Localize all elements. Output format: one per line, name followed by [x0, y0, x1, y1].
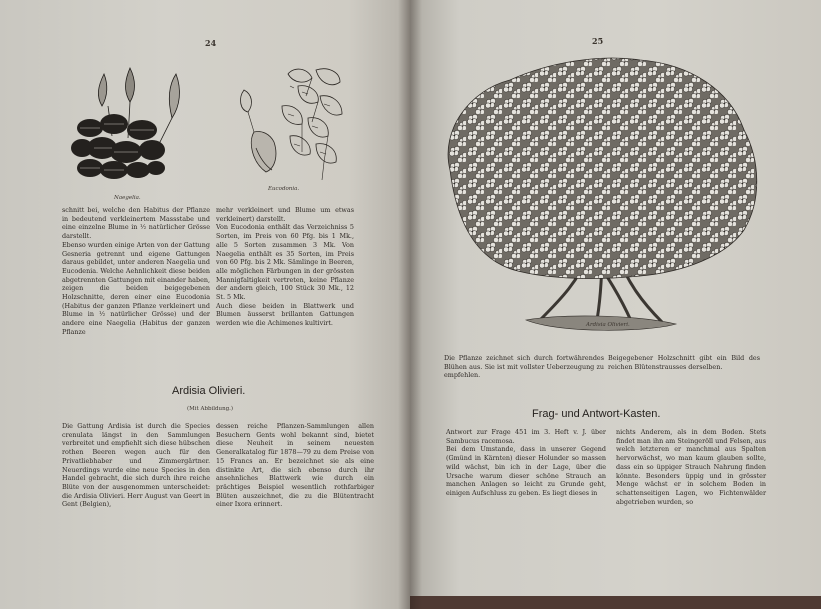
eucodonia-illustration — [232, 62, 354, 186]
text-column-2-bottom: nichts Anderem, als in dem Boden. Stets findet man ihn am Steingeröll und Felsen, aus welch letzteren er manchmal aus Spalten hervorwächst, wo man kaum glauben sollte, dass ein so üppiger Strauch Nahrung finden könnte. Besonders üppig und in grösster Menge wächst er in solchem Boden in schattenseitigen Lagen, wo Fichtenwälder abgetrieben wurden, so — [616, 428, 766, 506]
eucodonia-caption: Eucodonia. — [268, 186, 300, 192]
text-column-1-top: schnitt bei, welche den Habitus der Pflanze in bedeutend verkleinertem Massstabe und eine einzelne Blume in ½ natürlicher Grösse darstellt. Ebenso wurden einige Arten von der Gattung Gesneria getrennt und eigene Gattungen daraus gebildet, unter anderen Naegelia und Eucodenia. Welche Aehnlichkeit diese beiden abgetrennten Gattungen mit einander haben, zeigen die beiden beigegebenen Holzschnitte, deren einer eine Eucodonia (Habitus der ganzen Pflanze verkleinert und Blume in ½ natürlicher Grösse) und der andere eine Naegelia (Habitus der ganzen Pflanze — [62, 206, 210, 336]
ardisia-caption: Ardisia Olivieri. — [586, 322, 630, 328]
page-number: 24 — [205, 38, 217, 48]
text-column-2-top: Beigegebener Holzschnitt gibt ein Bild des reichen Blütenstrausses derselben. — [608, 354, 760, 371]
right-page — [410, 0, 821, 596]
text-column-1-bottom: Antwort zur Frage 451 im 3. Heft v. J. über Sambucus racemosa. Bei dem Umstande, dass in unserer Gegend (Gmünd in Kärnten) dieser Holunder so massen wild wächst, bin ich in der Lage, über die Ursache warum dieser schöne Strauch an manchen Anlagen so leicht zu Grunde geht, einigen Aufschluss zu geben. Es liegt dieses in — [446, 428, 606, 497]
article-title: Ardisia Olivieri. — [172, 385, 246, 397]
section-title: Frag- und Antwort-Kasten. — [532, 408, 661, 420]
text-column-2-bottom: dessen reiche Pflanzen-Sammlungen allen Besuchern Gents wohl bekannt sind, bietet diese Neuheit in seinem neuesten Generalkatalog für 1878—79 zu dem Preise von 15 Francs an. Er bezeichnet sie als eine distinkte Art, die sich ebenso durch ihr ansehnliches Blattwerk wie durch ein prächtiges Beispiel wesentlich rothfarbiger Blüten auszeichnet, die zu die Blütentracht einer Ixora erinnert. — [216, 422, 374, 509]
article-subtitle: (Mit Abbildung.) — [187, 406, 234, 412]
naegelia-caption: Naegelia. — [114, 195, 141, 201]
page-number: 25 — [592, 36, 604, 46]
text-column-2-top: mehr verkleinert und Blume um etwas verkleinert) darstellt. Von Eucodonia enthält das Verzeichniss 5 Sorten, im Preis von 60 Pfg. bis 1 Mk., alle 5 Sorten zusammen 3 Mk. Von Naegelia enthält es 35 Sorten, im Preis von 60 Pfg. bis 2 Mk. Sämlinge in Beeren, alle möglichen Färbungen in der grössten Mannigfaltigkeit vertreten, keine Pflanze der andern gleich, 100 Stück 30 Mk., 12 St. 5 Mk. Auch diese beiden in Blattwerk und Blumen äusserst brillanten Gattungen werden wie die Achimenes kultivirt. — [216, 206, 354, 328]
text-column-1-bottom: Die Gattung Ardisia ist durch die Species crenulata längst in den Sammlungen verbreitet und empfiehlt sich diese hübschen rothen Beeren wegen auch für den Privatliebhaber und Zimmergärtner. Neuerdings wurde eine neue Species in den Handel gebracht, die sich durch ihre reiche Blüte von der ausgenommen unterscheidet: die Ardisia Olivieri. Herr August van Geert in Gent (Belgien), — [62, 422, 210, 509]
left-page — [0, 0, 410, 609]
ardisia-olivieri-illustration — [430, 50, 770, 336]
naegelia-illustration — [68, 66, 196, 192]
text-column-1-top: Die Pflanze zeichnet sich durch fortwährendes Blühen aus. Sie ist mit vollster Ueberzeugung zu empfehlen. — [444, 354, 604, 380]
